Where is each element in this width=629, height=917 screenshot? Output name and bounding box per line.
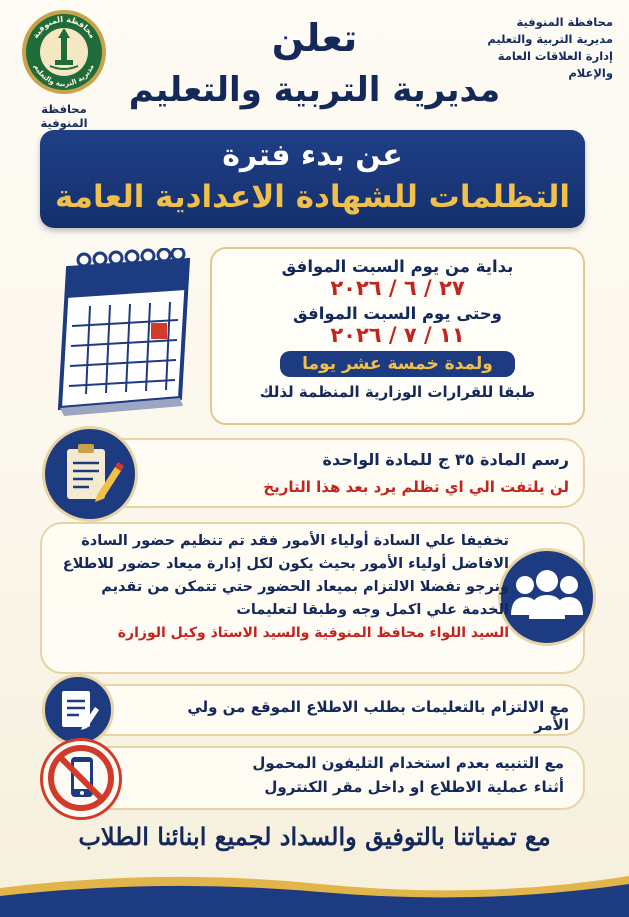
- end-date: ١١ / ٧ / ٢٠٢٦: [330, 323, 465, 347]
- page-subtitle: مديرية التربية والتعليم: [128, 70, 501, 110]
- guardians-line-1: تخفيفا علي السادة أولياء الأمور فقد تم تنظيم حضور السادة: [81, 533, 509, 549]
- decree-note: طبقا للقرارات الوزارية المنظمة لذلك: [259, 383, 536, 401]
- banner-line-1: عن بدء فترة: [222, 138, 403, 173]
- no-phone-icon-circle: [40, 738, 122, 820]
- fee-line-1: رسم المادة ٣٥ ج للمادة الواحدة: [322, 450, 569, 469]
- date-card: [210, 247, 585, 425]
- guardians-line-4: الخدمة علي اكمل وجه وطبقا لتعليمات: [236, 602, 509, 618]
- footer-wave: [0, 868, 629, 917]
- clipboard-pencil-icon: [45, 429, 135, 519]
- logo-caption: محافظة المنوفية: [40, 102, 88, 130]
- no-phone-icon: [43, 741, 119, 817]
- logo-top-text: محافظة المنوفية: [30, 14, 98, 40]
- phone-warning-line-1: مع التنبيه بعدم استخدام التليفون المحمول: [252, 754, 564, 772]
- duration-pill: ولمدة خمسة عشر يوما: [280, 351, 515, 377]
- start-date: ٢٧ / ٦ / ٢٠٢٦: [330, 276, 465, 300]
- fee-line-2: لن يلتفت الي اي تظلم يرد بعد هذا التاريخ: [263, 478, 569, 496]
- commitment-text: مع الالتزام بالتعليمات بطلب الاطلاع الموقع من ولي الأمر: [187, 698, 569, 734]
- group-icon-circle: [498, 548, 596, 646]
- guardians-text: [54, 530, 509, 645]
- document-pen-icon: [45, 677, 111, 743]
- fee-row: [60, 438, 585, 508]
- start-label: بداية من يوم السبت الموافق: [281, 257, 514, 276]
- phone-warning-line-2: أثناء عملية الاطلاع او داخل مقر الكنترول: [264, 778, 564, 796]
- calendar-icon: [38, 248, 198, 418]
- footer-wish: مع تمنياتنا بالتوفيق والسداد لجميع ابنائنا الطلاب: [78, 822, 551, 851]
- gov-line-3: إدارة العلاقات العامة والإعلام: [497, 49, 613, 80]
- guardians-line-3: ونرجو تفضلا الالتزام بميعاد الحضور حتي تتمكن من تقديم: [101, 579, 509, 595]
- page-title: تعلن: [271, 16, 358, 60]
- officials-line: السيد اللواء محافظ المنوفية والسيد الاستاذ وكيل الوزارة: [117, 625, 509, 641]
- clipboard-icon-circle: [42, 426, 138, 522]
- group-people-icon: [501, 551, 593, 643]
- end-label: وحتى يوم السبت الموافق: [293, 304, 502, 323]
- guardians-line-2: الافاضل أولياء الأمور بحيث يكون لكل إدارة ميعاد حضور للاطلاع: [62, 556, 509, 572]
- gov-line-1: محافظة المنوفية: [516, 15, 613, 29]
- banner-line-2: التظلمات للشهادة الاعدادية العامة: [54, 179, 571, 215]
- document-icon-circle: [42, 674, 114, 746]
- gov-line-2: مديرية التربية والتعليم: [487, 32, 613, 46]
- logo-bottom-text: مديرية التربية والتعليم: [32, 63, 96, 89]
- announcement-banner: [40, 130, 585, 228]
